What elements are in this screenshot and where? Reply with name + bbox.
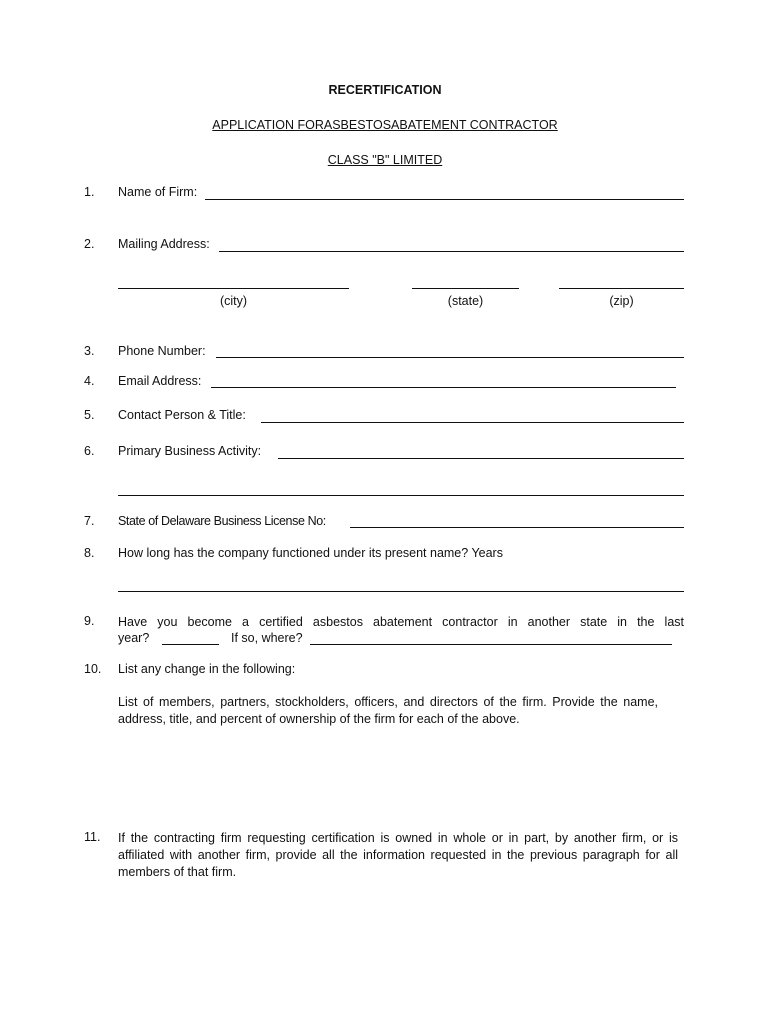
- years-field[interactable]: [118, 591, 684, 592]
- city-caption: (city): [219, 294, 248, 308]
- license-label: State of Delaware Business License No:: [118, 514, 326, 528]
- business-activity-field-2[interactable]: [118, 495, 684, 496]
- email-label: Email Address:: [118, 374, 202, 388]
- phone-label: Phone Number:: [118, 344, 206, 358]
- year-label: year?: [118, 631, 150, 645]
- item-number-11: 11.: [84, 830, 101, 844]
- where-field[interactable]: [310, 644, 672, 645]
- business-activity-field[interactable]: [278, 458, 684, 459]
- mailing-address-field[interactable]: [219, 251, 684, 252]
- contact-label: Contact Person & Title:: [118, 408, 246, 422]
- phone-field[interactable]: [216, 357, 684, 358]
- state-caption: (state): [447, 294, 484, 308]
- form-class: CLASS "B" LIMITED: [327, 153, 443, 167]
- item-number-3: 3.: [84, 344, 95, 358]
- where-label: If so, where?: [231, 631, 303, 645]
- firm-name-label: Name of Firm:: [118, 185, 198, 199]
- business-activity-label: Primary Business Activity:: [118, 444, 262, 458]
- form-title: RECERTIFICATION: [328, 83, 442, 97]
- zip-field[interactable]: [559, 288, 684, 289]
- form-subtitle: APPLICATION FORASBESTOSABATEMENT CONTRACTOR: [212, 118, 558, 132]
- year-field[interactable]: [162, 644, 219, 645]
- years-label: How long has the company functioned under its present name? Years: [118, 546, 503, 560]
- item-number-8: 8.: [84, 546, 95, 560]
- item-number-9: 9.: [84, 614, 95, 628]
- changes-label: List any change in the following:: [118, 662, 296, 676]
- item-number-4: 4.: [84, 374, 95, 388]
- item-number-7: 7.: [84, 514, 95, 528]
- license-field[interactable]: [350, 527, 684, 528]
- item-number-2: 2.: [84, 237, 95, 251]
- firm-name-field[interactable]: [205, 199, 684, 200]
- affiliation-text: If the contracting firm requesting certification is owned in whole or in part, by another firm, or is affiliated with another firm, provide all the information requested in the previous paragraph for all members of that firm.: [118, 831, 678, 879]
- mailing-address-label: Mailing Address:: [118, 237, 210, 251]
- item-number-1: 1.: [84, 185, 95, 199]
- email-field[interactable]: [211, 387, 676, 388]
- contact-field[interactable]: [261, 422, 684, 423]
- city-field[interactable]: [118, 288, 349, 289]
- item-number-10: 10.: [84, 662, 102, 676]
- item-number-5: 5.: [84, 408, 95, 422]
- changes-detail: List of members, partners, stockholders, officers, and directors of the firm. Provide the name, address, title, and percent of ownership of the firm for each of the above.: [118, 695, 658, 726]
- item-number-6: 6.: [84, 444, 95, 458]
- zip-caption: (zip): [609, 294, 634, 308]
- state-field[interactable]: [412, 288, 519, 289]
- other-state-question: Have you become a certified asbestos abatement contractor in another state in the last: [118, 615, 684, 629]
